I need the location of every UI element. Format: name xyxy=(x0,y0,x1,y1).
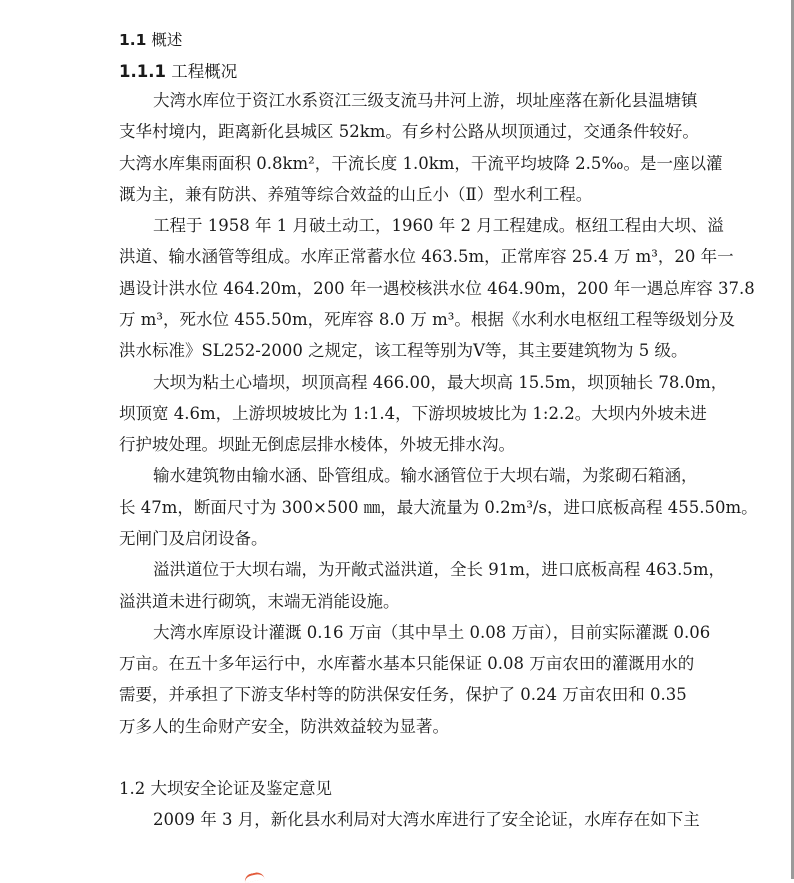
paragraph-line: 大坝为粘土心墙坝，坝顶高程 466.00，最大坝高 15.5m，坝顶轴长 78.0m， xyxy=(153,373,728,392)
paragraph-line: 大湾水库位于资江水系资江三级支流马井河上游，坝址座落在新化县温塘镇 xyxy=(153,91,698,110)
paragraph-line: 万亩。在五十多年运行中，水库蓄水基本只能保证 0.08 万亩农田的灌溉用水的 xyxy=(119,654,695,673)
paragraph-line: 万 m³，死水位 455.50m，死库容 8.0 万 m³。根据《水利水电枢纽工程等级划分及 xyxy=(119,310,735,329)
section-1-1-1-heading: 1.1.1 工程概况 xyxy=(119,62,238,81)
section-1-2-heading: 1.2 大坝安全论证及鉴定意见 xyxy=(119,779,332,798)
paragraph-line: 溉为主，兼有防洪、养殖等综合效益的山丘小（Ⅱ）型水利工程。 xyxy=(119,185,593,204)
paragraph-line: 万多人的生命财产安全，防洪效益较为显著。 xyxy=(119,717,449,736)
paragraph-line: 需要，并承担了下游支华村等的防洪保安任务，保护了 0.24 万亩农田和 0.35 xyxy=(119,685,687,704)
paragraph-line: 溢洪道位于大坝右端，为开敞式溢洪道，全长 91m，进口底板高程 463.5m， xyxy=(153,560,726,579)
paragraph-line: 坝顶宽 4.6m，上游坝坡坡比为 1:1.4，下游坝坡坡比为 1:2.2。大坝内外坡未进 xyxy=(119,404,707,423)
paragraph-line: 遇设计洪水位 464.20m，200 年一遇校核洪水位 464.90m，200 年一遇总库容 37.8 xyxy=(119,279,755,298)
paragraph-line: 输水建筑物由输水涵、卧管组成。输水涵管位于大坝右端，为浆砌石箱涵， xyxy=(153,466,698,485)
paragraph-line: 洪道、输水涵管等组成。水库正常蓄水位 463.5m，正常库容 25.4 万 m³，20 年一 xyxy=(119,247,734,266)
paragraph-line: 工程于 1958 年 1 月破土动工，1960 年 2 月工程建成。枢纽工程由大坝、溢 xyxy=(153,216,724,235)
paragraph-line: 2009 年 3 月，新化县水利局对大湾水库进行了安全论证，水库存在如下主 xyxy=(153,810,700,829)
paragraph-line: 大湾水库原设计灌溉 0.16 万亩（其中旱土 0.08 万亩），目前实际灌溉 0.06 xyxy=(153,623,711,642)
paragraph-line: 支华村境内，距离新化县城区 52km。有乡村公路从坝顶通过，交通条件较好。 xyxy=(119,122,699,141)
paragraph-line: 洪水标准》SL252-2000 之规定，该工程等别为Ⅴ等，其主要建筑物为 5 级。 xyxy=(119,341,688,360)
section-1-1-heading: 1.1 概述 xyxy=(119,31,183,49)
paragraph-line: 行护坡处理。坝趾无倒虑层排水棱体，外坡无排水沟。 xyxy=(119,435,515,454)
paragraph-line: 大湾水库集雨面积 0.8km²，干流长度 1.0km，干流平均坡降 2.5‰。是一座以灌 xyxy=(119,154,723,173)
paragraph-line: 无闸门及启闭设备。 xyxy=(119,529,268,548)
red-pen-mark xyxy=(243,871,264,883)
paragraph-line: 溢洪道未进行砌筑，末端无消能设施。 xyxy=(119,592,400,611)
paragraph-line: 长 47m，断面尺寸为 300×500 ㎜，最大流量为 0.2m³/s，进口底板高程 455.50m。 xyxy=(119,498,758,517)
